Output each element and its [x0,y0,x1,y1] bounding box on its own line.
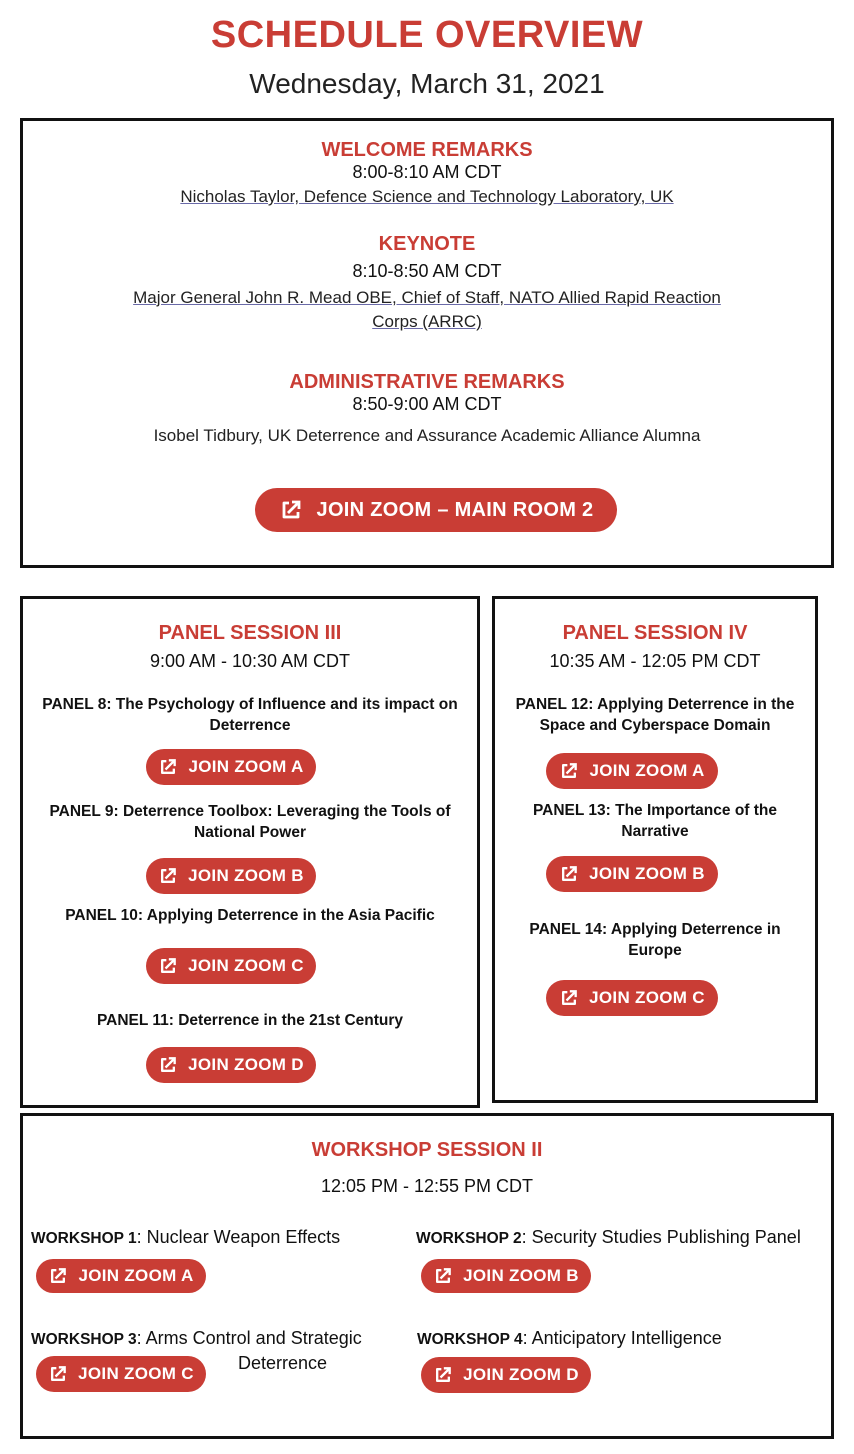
join-zoom-label: JOIN ZOOM B [463,1266,579,1285]
join-zoom-label: JOIN ZOOM A [188,757,304,776]
join-zoom-main-room-button[interactable] [255,488,617,532]
panel-13-line2: Narrative [621,823,689,840]
workshop-3-title-line2: Deterrence [238,1353,328,1373]
workshop-2-join-zoom-b-button[interactable] [421,1259,591,1293]
welcome-heading: WELCOME REMARKS [321,139,533,161]
workshop-1-label: WORKSHOP 1 [31,1230,137,1247]
join-zoom-label: JOIN ZOOM C [589,988,705,1007]
workshop-3-join-zoom-c-button[interactable] [36,1356,206,1392]
session3-time: 9:00 AM - 10:30 AM CDT [149,651,351,671]
panel-8-line1: PANEL 8: The Psychology of Influence and its impact on [42,696,458,713]
workshop-2-name: : Security Studies Publishing Panel [521,1227,801,1247]
session3-join-zoom-c-button[interactable] [146,948,316,984]
external-link-icon [559,761,579,781]
page-title: SCHEDULE OVERVIEW [210,14,644,56]
join-zoom-label: JOIN ZOOM D [463,1365,579,1384]
external-link-icon [158,956,178,976]
keynote-time: 8:10-8:50 AM CDT [352,261,502,281]
workshop-4-label: WORKSHOP 4 [417,1331,523,1348]
workshop-time: 12:05 PM - 12:55 PM CDT [320,1176,534,1196]
workshop-heading: WORKSHOP SESSION II [311,1139,543,1161]
panel-12-line2: Space and Cyberspace Domain [539,717,771,734]
session4-heading: PANEL SESSION IV [562,622,748,644]
session3-join-zoom-d-button[interactable] [146,1047,316,1083]
workshop-2-title [416,1227,801,1248]
external-link-icon [158,757,178,777]
session4-join-zoom-a-button[interactable] [546,753,718,789]
keynote-speaker[interactable] [20,286,834,334]
external-link-icon [433,1365,453,1385]
panel-12-title [492,694,818,736]
keynote-speaker-link-line1[interactable]: Major General John R. Mead OBE, Chief of Staff, NATO Allied Rapid Reaction [133,288,721,307]
panel-9-line2: National Power [194,824,306,841]
workshop-1-name: : Nuclear Weapon Effects [136,1227,341,1247]
panel-10-title: PANEL 10: Applying Deterrence in the Asia Pacific [65,907,435,924]
join-zoom-label: JOIN ZOOM B [589,864,705,883]
join-zoom-label: JOIN ZOOM C [188,956,304,975]
external-link-icon [559,988,579,1008]
join-zoom-label: JOIN ZOOM A [78,1266,194,1285]
workshop-3-name: : Arms Control and Strategic [136,1328,362,1348]
panel-11-title: PANEL 11: Deterrence in the 21st Century [96,1012,404,1029]
join-zoom-label: JOIN ZOOM B [188,866,304,885]
external-link-icon [158,866,178,886]
admin-heading: ADMINISTRATIVE REMARKS [289,371,565,393]
panel-13-title [492,800,818,842]
workshop-2-label: WORKSHOP 2 [416,1230,522,1247]
panel-9-line1: PANEL 9: Deterrence Toolbox: Leveraging the Tools of [49,803,451,820]
session3-heading: PANEL SESSION III [158,622,342,644]
panel-8-title [20,694,480,736]
session4-join-zoom-b-button[interactable] [546,856,718,892]
panel-12-line1: PANEL 12: Applying Deterrence in the [515,696,795,713]
external-link-icon [559,864,579,884]
join-zoom-main-room-label: JOIN ZOOM – MAIN ROOM 2 [316,498,594,521]
workshop-1-join-zoom-a-button[interactable] [36,1259,206,1293]
join-zoom-label: JOIN ZOOM D [188,1055,304,1074]
panel-session-4-box [492,596,818,1103]
external-link-icon [48,1266,68,1286]
panel-14-line1: PANEL 14: Applying Deterrence in [529,921,781,938]
welcome-speaker[interactable] [20,187,834,207]
external-link-icon [433,1266,453,1286]
admin-time: 8:50-9:00 AM CDT [352,394,502,414]
workshop-4-join-zoom-d-button[interactable] [421,1357,591,1393]
panel-13-line1: PANEL 13: The Importance of the [532,802,778,819]
external-link-icon [158,1055,178,1075]
keynote-heading: KEYNOTE [378,233,476,255]
workshop-4-name: : Anticipatory Intelligence [522,1328,722,1348]
panel-14-line2: Europe [628,942,682,959]
page-date: Wednesday, March 31, 2021 [249,68,605,99]
external-link-icon [279,498,303,522]
session3-join-zoom-a-button[interactable] [146,749,316,785]
join-zoom-label: JOIN ZOOM A [589,761,705,780]
join-zoom-label: JOIN ZOOM C [78,1364,194,1383]
workshop-4-title [417,1328,722,1349]
workshop-3-label: WORKSHOP 3 [31,1331,137,1348]
workshop-3-title [31,1328,362,1349]
panel-9-title [20,801,480,843]
welcome-time: 8:00-8:10 AM CDT [352,162,502,182]
session4-join-zoom-c-button[interactable] [546,980,718,1016]
session4-time: 10:35 AM - 12:05 PM CDT [549,651,761,671]
session3-join-zoom-b-button[interactable] [146,858,316,894]
admin-speaker: Isobel Tidbury, UK Deterrence and Assurance Academic Alliance Alumna [153,426,701,445]
welcome-speaker-link[interactable]: Nicholas Taylor, Defence Science and Technology Laboratory, UK [180,187,674,206]
panel-session-3-box [20,596,480,1108]
panel-14-title [492,919,818,961]
keynote-speaker-link-line2[interactable]: Corps (ARRC) [372,312,482,331]
panel-8-line2: Deterrence [209,717,291,734]
workshop-1-title [31,1227,340,1248]
external-link-icon [48,1364,68,1384]
